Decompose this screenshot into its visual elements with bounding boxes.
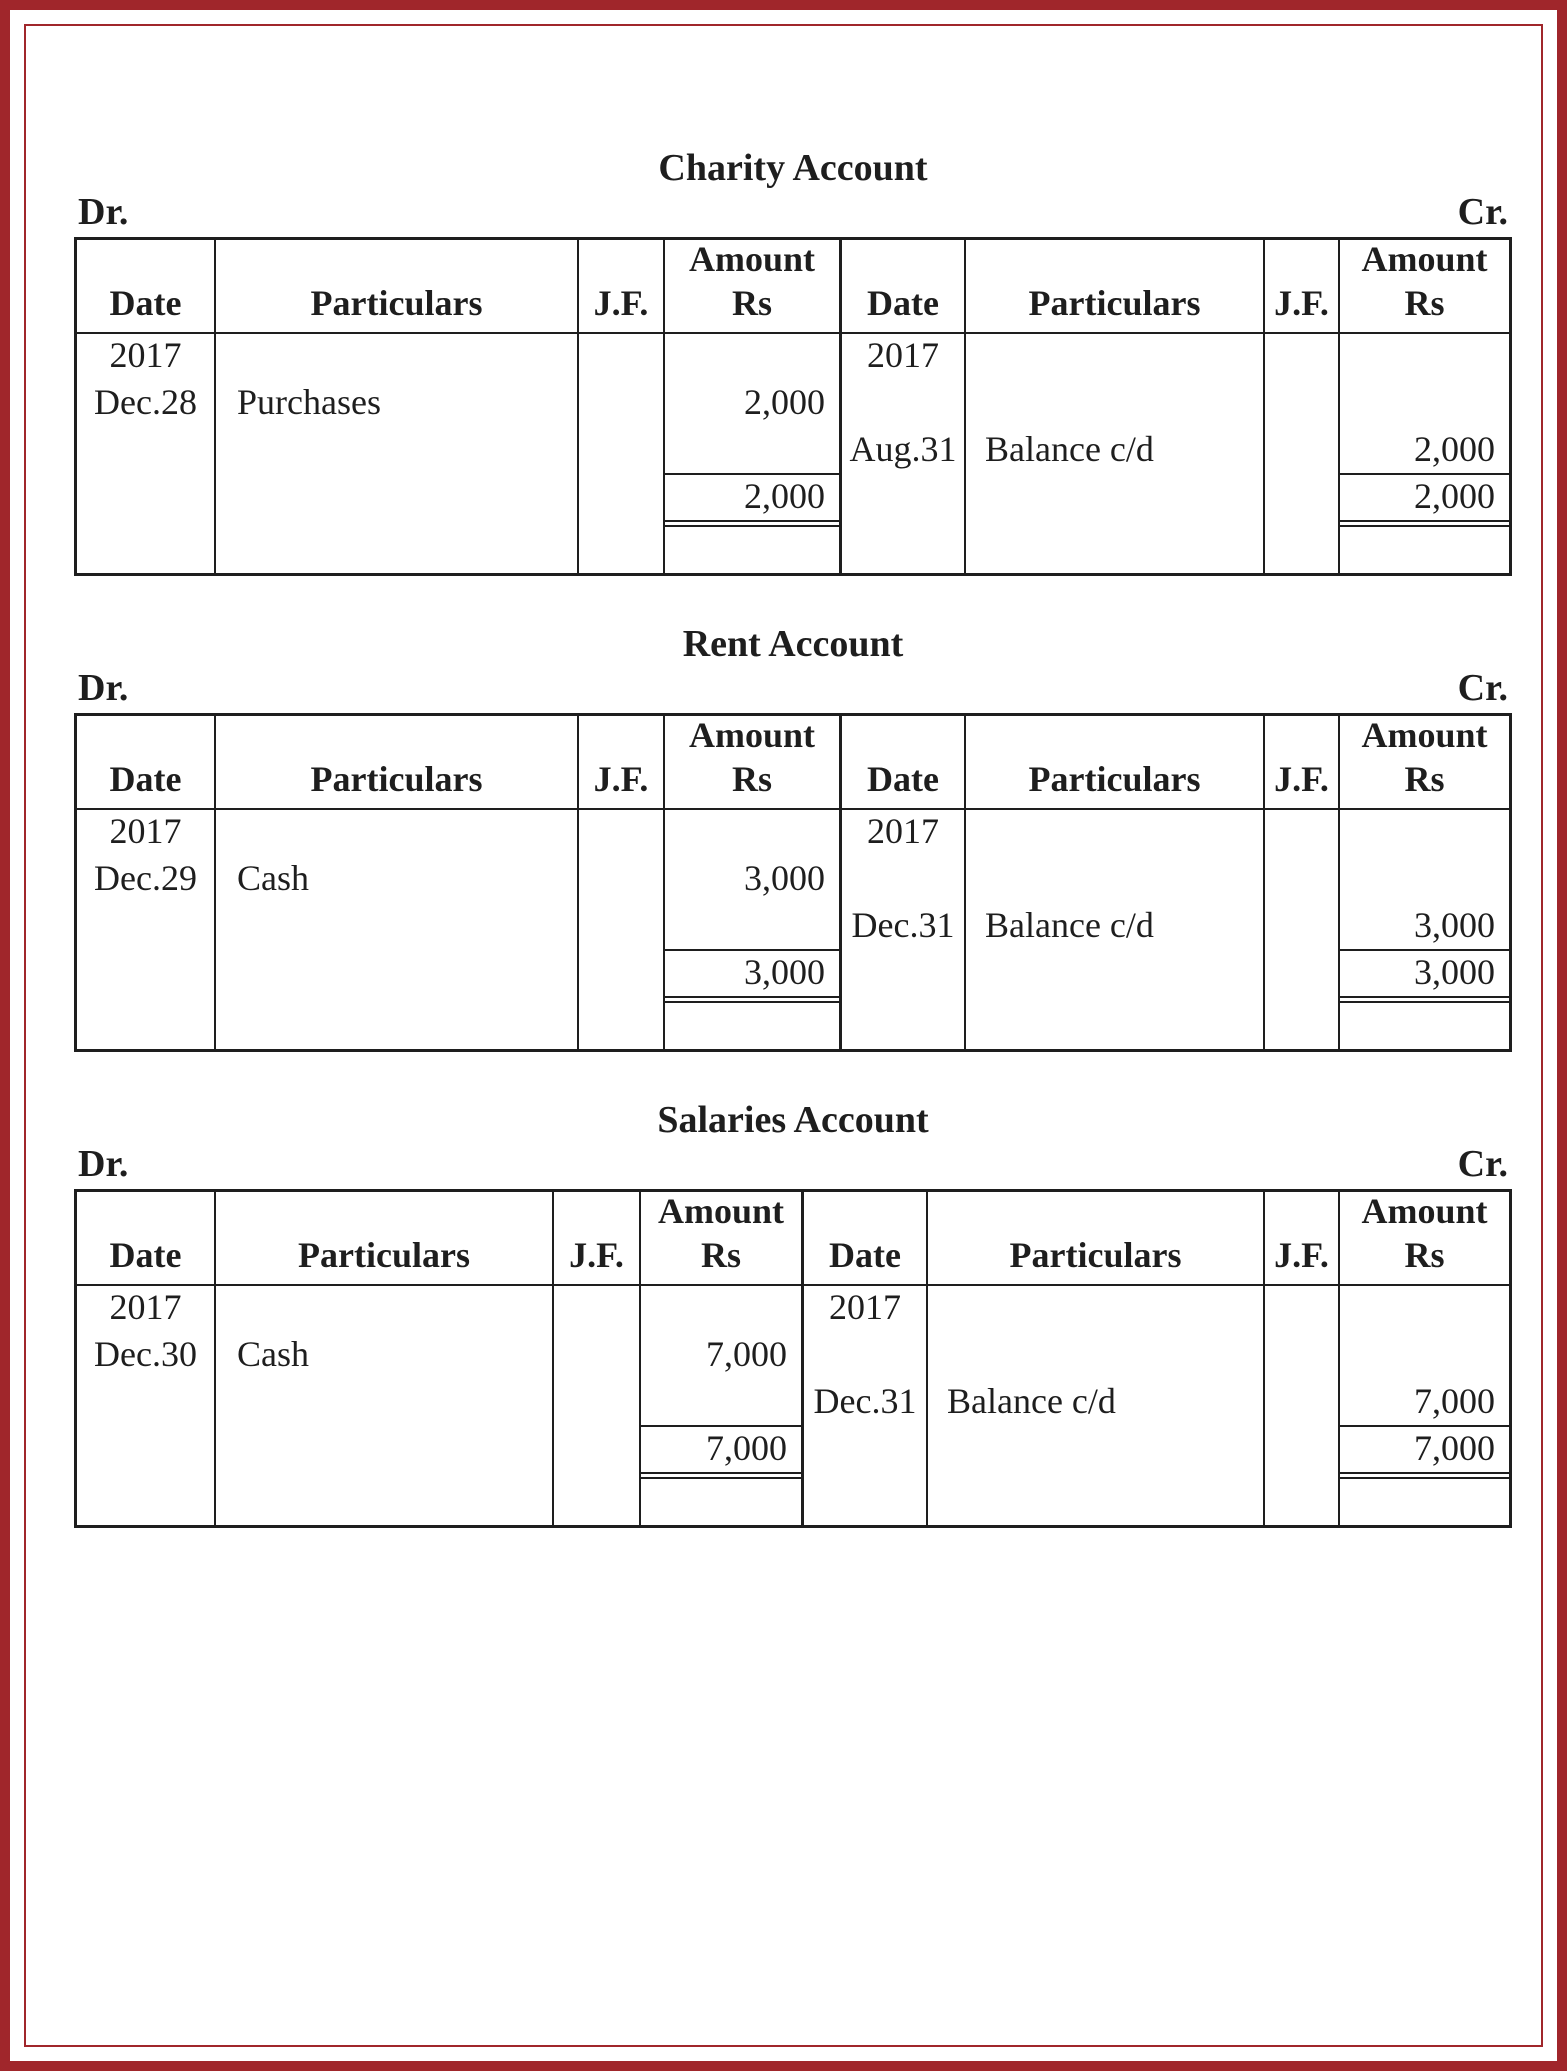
credit-rs-header: Rs	[1404, 759, 1445, 799]
credit-particulars-header: Particulars	[1009, 1235, 1182, 1275]
debit-amount-header: Amount	[688, 715, 816, 755]
debit-year: 2017	[109, 335, 182, 375]
credit-particulars: Balance c/d	[947, 1381, 1116, 1421]
debit-amount-header: Amount	[657, 1191, 785, 1231]
credit-rs-header: Rs	[1404, 1235, 1445, 1275]
credit-amount: 3,000	[1414, 905, 1495, 945]
double-underline	[1340, 996, 1509, 1003]
rent-account	[74, 622, 1512, 1062]
credit-particulars-header: Particulars	[1028, 283, 1201, 323]
credit-jf-header: J.F.	[1274, 1235, 1329, 1275]
debit-year: 2017	[109, 811, 182, 851]
cr-label: Cr.	[1457, 1143, 1508, 1185]
credit-jf-header: J.F.	[1274, 759, 1329, 799]
credit-amount: 7,000	[1414, 1381, 1495, 1421]
debit-amount: 7,000	[706, 1334, 787, 1374]
credit-amount: 2,000	[1414, 429, 1495, 469]
double-underline	[1340, 1472, 1509, 1479]
debit-date: Dec.30	[94, 1334, 197, 1374]
credit-total: 2,000	[1414, 476, 1495, 516]
cr-label: Cr.	[1457, 191, 1508, 233]
debit-rs-header: Rs	[731, 759, 772, 799]
credit-year: 2017	[867, 811, 939, 851]
dr-label: Dr.	[78, 191, 129, 233]
debit-jf-header: J.F.	[569, 1235, 624, 1275]
double-underline	[665, 520, 839, 527]
credit-rs-header: Rs	[1404, 283, 1445, 323]
credit-amount-header: Amount	[1361, 239, 1488, 279]
credit-total: 7,000	[1414, 1428, 1495, 1468]
credit-date: Aug.31	[849, 429, 957, 469]
debit-particulars: Cash	[237, 858, 309, 898]
debit-particulars-header: Particulars	[310, 283, 483, 323]
debit-particulars-header: Particulars	[310, 759, 483, 799]
credit-particulars: Balance c/d	[985, 905, 1154, 945]
ledger-table	[74, 1189, 1512, 1528]
debit-particulars-header: Particulars	[298, 1235, 470, 1275]
double-underline	[641, 1472, 801, 1479]
credit-particulars: Balance c/d	[985, 429, 1154, 469]
ledger-table	[74, 713, 1512, 1052]
debit-rs-header: Rs	[731, 283, 772, 323]
dr-label: Dr.	[78, 1143, 129, 1185]
ledger-table	[74, 237, 1512, 576]
dr-label: Dr.	[78, 667, 129, 709]
debit-amount: 2,000	[744, 382, 825, 422]
header-divider	[77, 332, 1509, 334]
credit-date-header: Date	[867, 759, 939, 799]
double-underline	[665, 996, 839, 1003]
debit-jf-header: J.F.	[593, 759, 649, 799]
debit-date: Dec.28	[94, 382, 197, 422]
debit-particulars: Cash	[237, 1334, 309, 1374]
credit-amount-header: Amount	[1361, 715, 1488, 755]
header-divider	[77, 808, 1509, 810]
debit-rs-header: Rs	[700, 1235, 741, 1275]
credit-particulars-header: Particulars	[1028, 759, 1201, 799]
debit-particulars: Purchases	[237, 382, 381, 422]
debit-date-header: Date	[109, 759, 182, 799]
charity-account	[74, 146, 1512, 586]
debit-year: 2017	[109, 1287, 182, 1327]
salaries-account	[74, 1098, 1512, 1538]
account-title: Salaries Account	[657, 1099, 929, 1141]
double-underline	[1340, 520, 1509, 527]
debit-date-header: Date	[109, 283, 182, 323]
debit-jf-header: J.F.	[593, 283, 649, 323]
cr-label: Cr.	[1457, 667, 1508, 709]
credit-jf-header: J.F.	[1274, 283, 1329, 323]
credit-date-header: Date	[867, 283, 939, 323]
credit-date: Dec.31	[813, 1381, 917, 1421]
credit-date-header: Date	[829, 1235, 901, 1275]
debit-total: 2,000	[744, 476, 825, 516]
account-title: Rent Account	[682, 623, 904, 665]
credit-year: 2017	[867, 335, 939, 375]
account-title: Charity Account	[658, 147, 928, 189]
header-divider	[77, 1284, 1509, 1286]
debit-amount: 3,000	[744, 858, 825, 898]
debit-date: Dec.29	[94, 858, 197, 898]
debit-date-header: Date	[109, 1235, 182, 1275]
credit-year: 2017	[829, 1287, 901, 1327]
credit-date: Dec.31	[851, 905, 955, 945]
credit-amount-header: Amount	[1361, 1191, 1488, 1231]
debit-total: 7,000	[706, 1428, 787, 1468]
debit-amount-header: Amount	[688, 239, 816, 279]
debit-total: 3,000	[744, 952, 825, 992]
credit-total: 3,000	[1414, 952, 1495, 992]
